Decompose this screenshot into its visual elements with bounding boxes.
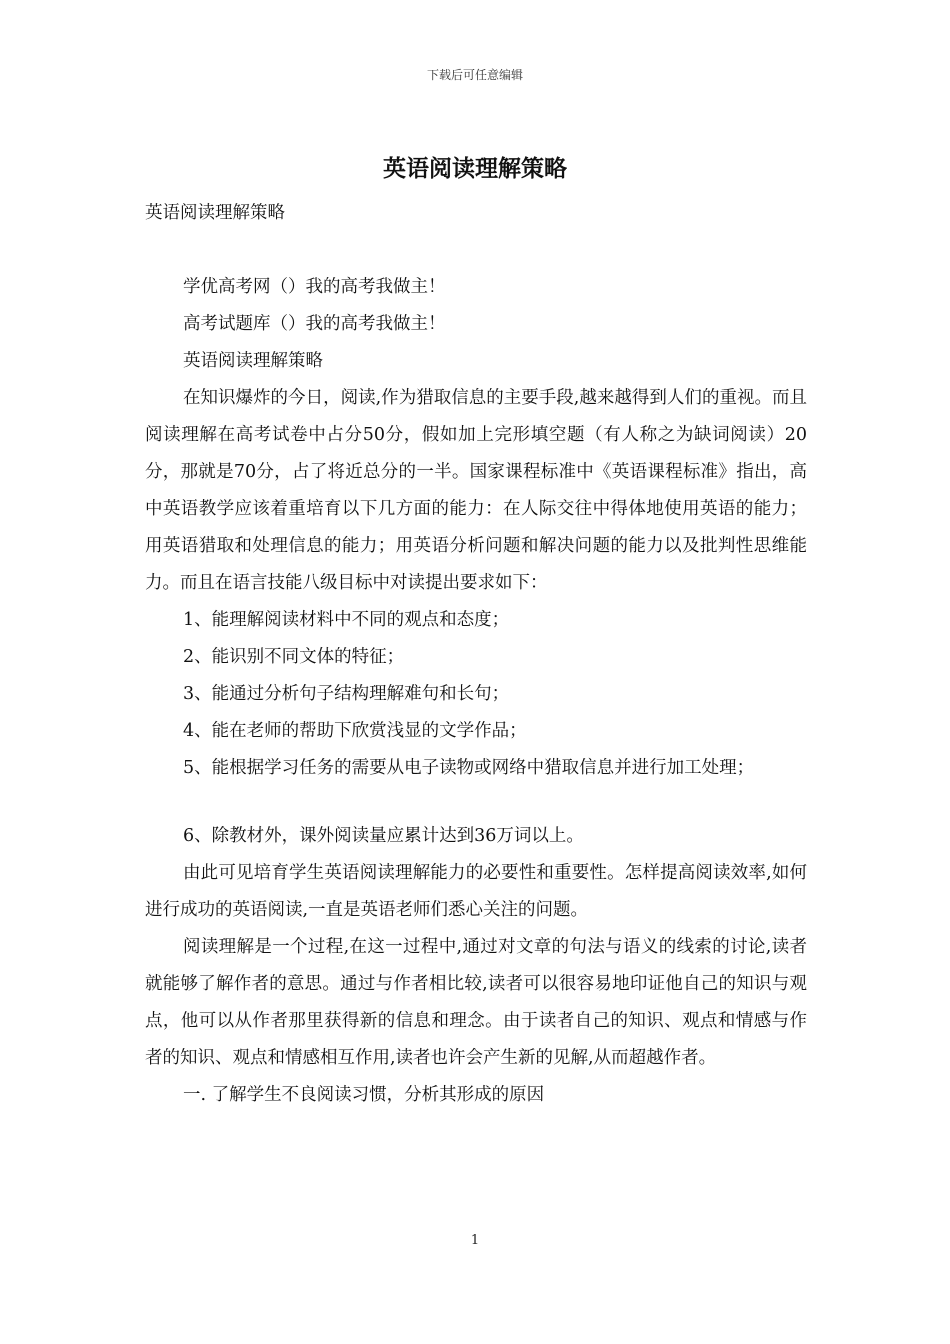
list-item-4: 4、能在老师的帮助下欣赏浅显的文学作品；	[183, 721, 527, 741]
list-item-5: 5、能根据学习任务的需要从电子读物或网络中猎取信息并进行加工处理；	[183, 758, 755, 778]
paragraph-site-line-1: 学优高考网（）我的高考我做主！	[183, 277, 446, 297]
document-subtitle: 英语阅读理解策略	[145, 203, 285, 223]
page-number: 1	[470, 1233, 480, 1248]
paragraph-reading-process: 阅读理解是一个过程,在这一过程中,通过对文章的句法与语义的线索的讨论,读者就能够了解作者的意思。通过与作者相比较,读者可以很容易地印证他自己的知识与观点，他可以从作者那里获得新的信息和理念。由于读者自己的知识、观点和情感与作者的知识、观点和情感相互作用,读者也许会产生新的见解,从而超越作者。	[145, 937, 807, 1068]
list-item-6: 6、除教材外，课外阅读量应累计达到36万词以上。	[183, 826, 584, 846]
list-item-3: 3、能通过分析句子结构理解难句和长句；	[183, 684, 510, 704]
paragraph-intro: 在知识爆炸的今日，阅读,作为猎取信息的主要手段,越来越得到人们的重视。而且阅读理解在高考试卷中占分50分，假如加上完形填空题（有人称之为缺词阅读）20分，那就是70分，占了将近总分的一半。国家课程标准中《英语课程标准》指出，高中英语教学应该着重培育以下几方面的能力：在人际交往中得体地使用英语的能力；用英语猎取和处理信息的能力；用英语分析问题和解决问题的能力以及批判性思维能力。而且在语言技能八级目标中对读提出要求如下：	[145, 388, 807, 593]
page-header: 下载后可任意编辑	[426, 68, 523, 82]
document-title: 英语阅读理解策略	[383, 155, 567, 182]
paragraph-site-line-2: 高考试题库（）我的高考我做主！	[183, 314, 446, 334]
list-item-2: 2、能识别不同文体的特征；	[183, 647, 405, 667]
paragraph-heading-repeat: 英语阅读理解策略	[183, 351, 323, 371]
section-heading-1: 一. 了解学生不良阅读习惯，分析其形成的原因	[183, 1085, 545, 1105]
list-item-1: 1、能理解阅读材料中不同的观点和态度；	[183, 610, 510, 630]
document-body	[145, 195, 807, 1114]
paragraph-importance: 由此可见培育学生英语阅读理解能力的必要性和重要性。怎样提高阅读效率,如何进行成功的英语阅读,一直是英语老师们悉心关注的问题。	[145, 863, 807, 920]
